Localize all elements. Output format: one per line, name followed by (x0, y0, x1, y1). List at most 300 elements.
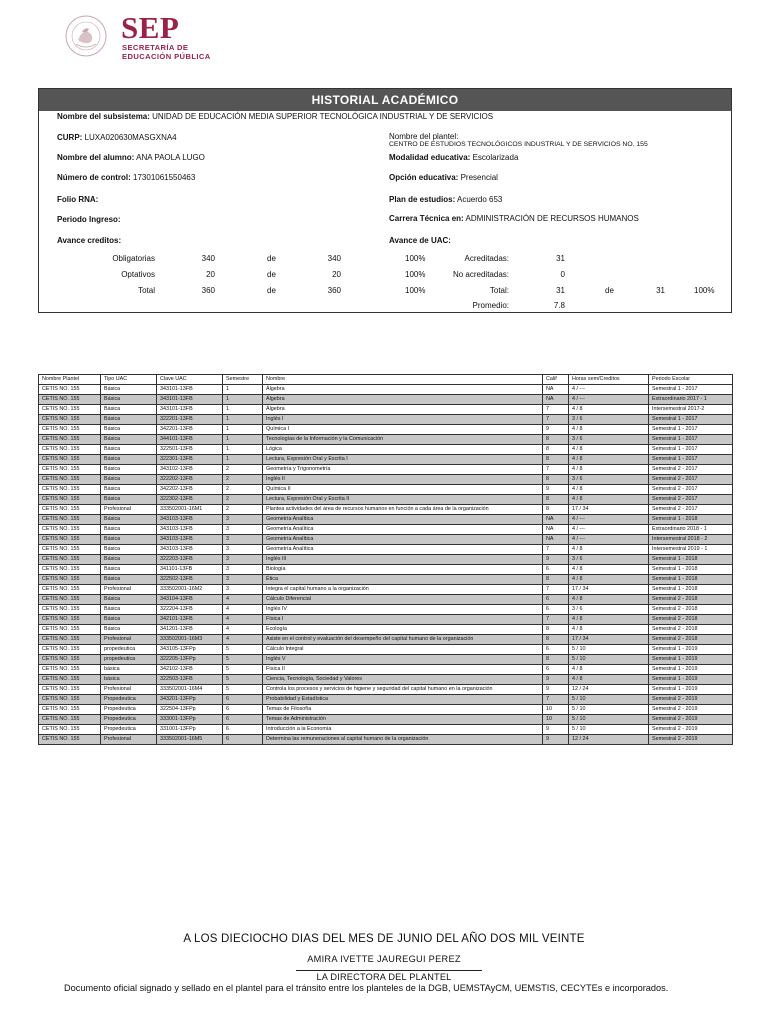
table-cell: 9 (543, 675, 569, 685)
table-cell: CETIS NO. 155 (39, 665, 101, 675)
table-cell: Álgebra (263, 405, 543, 415)
promedio-label: Promedio: (472, 301, 509, 310)
table-cell: Básica (101, 555, 157, 565)
sep-logo (64, 12, 234, 60)
credits-percent: 100% (405, 270, 426, 279)
uac-total-percent: 100% (694, 286, 715, 295)
periodo-field (57, 215, 121, 225)
table-cell: 1 (223, 445, 263, 455)
table-row (39, 675, 733, 685)
table-cell: 5 / 10 (569, 715, 649, 725)
table-row (39, 425, 733, 435)
table-cell: 2 (223, 495, 263, 505)
table-cell: Profesional (101, 735, 157, 745)
table-cell: Básica (101, 605, 157, 615)
column-header: Nombre (263, 375, 543, 385)
table-row (39, 395, 733, 405)
table-cell: 342102-13FB (157, 665, 223, 675)
table-cell: Básica (101, 545, 157, 555)
plan-label: Plan de estudios: (389, 195, 456, 204)
table-cell: 6 (543, 645, 569, 655)
table-cell: 343104-13FB (157, 595, 223, 605)
table-cell: propedeutica (101, 645, 157, 655)
table-cell: Física I (263, 615, 543, 625)
table-cell: NA (543, 395, 569, 405)
table-row (39, 565, 733, 575)
credits-earned: 20 (206, 270, 215, 279)
table-cell: 8 (543, 505, 569, 515)
table-cell: Propedeutica (101, 715, 157, 725)
table-cell: Básica (101, 385, 157, 395)
table-row (39, 725, 733, 735)
table-row (39, 605, 733, 615)
table-cell: 9 (543, 555, 569, 565)
table-cell: CETIS NO. 155 (39, 415, 101, 425)
alumno-field (57, 153, 205, 163)
table-cell: 8 (543, 455, 569, 465)
table-cell: Básica (101, 565, 157, 575)
table-cell: 333502001-16M1 (157, 505, 223, 515)
table-cell: Propedeutica (101, 705, 157, 715)
credits-earned: 360 (201, 286, 215, 295)
table-cell: Básica (101, 615, 157, 625)
table-cell: 5 (223, 675, 263, 685)
table-cell: 4 / 8 (569, 485, 649, 495)
table-cell: 333001-13FPp (157, 715, 223, 725)
table-cell: 2 (223, 475, 263, 485)
table-cell: 342201-13FB (157, 425, 223, 435)
table-row (39, 575, 733, 585)
table-cell: Química II (263, 485, 543, 495)
table-cell: 341101-13FB (157, 565, 223, 575)
table-cell: Semestral 1 - 2017 (649, 435, 733, 445)
credits-percent: 100% (405, 254, 426, 263)
table-cell: 3 (223, 515, 263, 525)
table-cell: Básica (101, 575, 157, 585)
table-cell: 4 (223, 635, 263, 645)
table-cell: 4 / 8 (569, 545, 649, 555)
table-cell: 4 / 8 (569, 445, 649, 455)
table-cell: NA (543, 535, 569, 545)
table-cell: 4 / --- (569, 385, 649, 395)
table-cell: Semestral 2 - 2019 (649, 725, 733, 735)
table-cell: 322205-13FPp (157, 655, 223, 665)
table-cell: Ética (263, 575, 543, 585)
table-cell: Extraordinario 2018 - 1 (649, 525, 733, 535)
table-row (39, 655, 733, 665)
table-row (39, 595, 733, 605)
table-cell: 8 (543, 435, 569, 445)
curp-value: LUXA020630MASGXNA4 (84, 133, 177, 142)
column-header: Calif (543, 375, 569, 385)
table-cell: 10 (543, 715, 569, 725)
table-row (39, 405, 733, 415)
table-row (39, 665, 733, 675)
table-cell: Geometría Analítica (263, 515, 543, 525)
table-header-row (39, 375, 733, 385)
table-cell: Profesional (101, 635, 157, 645)
table-cell: 4 / 8 (569, 665, 649, 675)
table-cell: CETIS NO. 155 (39, 585, 101, 595)
table-cell: CETIS NO. 155 (39, 725, 101, 735)
table-cell: Semestral 2 - 2018 (649, 595, 733, 605)
table-row (39, 695, 733, 705)
table-cell: 8 (543, 475, 569, 485)
table-row (39, 535, 733, 545)
table-cell: Intersemestral 2018 - 2 (649, 535, 733, 545)
subsistema-field (57, 112, 493, 122)
table-cell: CETIS NO. 155 (39, 615, 101, 625)
table-cell: Integra el capital humano a la organización (263, 585, 543, 595)
table-cell: Semestral 2 - 2017 (649, 495, 733, 505)
table-cell: CETIS NO. 155 (39, 515, 101, 525)
table-cell: 4 / 8 (569, 455, 649, 465)
table-cell: 4 / 8 (569, 595, 649, 605)
table-cell: Inglés II (263, 475, 543, 485)
table-cell: 3 / 6 (569, 555, 649, 565)
table-cell: 3 / 6 (569, 475, 649, 485)
table-cell: CETIS NO. 155 (39, 425, 101, 435)
table-cell: CETIS NO. 155 (39, 445, 101, 455)
table-cell: Básica (101, 415, 157, 425)
modalidad-field (389, 153, 518, 163)
table-cell: CETIS NO. 155 (39, 475, 101, 485)
table-cell: 343103-13FB (157, 515, 223, 525)
table-cell: 4 (223, 615, 263, 625)
table-cell: NA (543, 525, 569, 535)
plantel-value: CENTRO DE ESTUDIOS TECNOLÓGICOS INDUSTRIAL Y DE SERVICIOS NO. 155 (389, 141, 648, 148)
table-cell: Geometría Analítica (263, 525, 543, 535)
table-cell: CETIS NO. 155 (39, 505, 101, 515)
table-cell: Semestral 1 - 2018 (649, 585, 733, 595)
credits-required: 360 (327, 286, 341, 295)
table-row (39, 545, 733, 555)
table-cell: Básica (101, 455, 157, 465)
table-cell: Semestral 1 - 2017 (649, 425, 733, 435)
table-cell: 1 (223, 415, 263, 425)
table-cell: 5 (223, 655, 263, 665)
table-cell: CETIS NO. 155 (39, 465, 101, 475)
table-row (39, 445, 733, 455)
table-cell: 343105-13FPp (157, 645, 223, 655)
table-cell: 4 / 8 (569, 625, 649, 635)
table-row (39, 555, 733, 565)
table-cell: 8 (543, 495, 569, 505)
table-cell: 4 / --- (569, 525, 649, 535)
table-cell: NA (543, 385, 569, 395)
table-cell: Álgebra (263, 385, 543, 395)
table-cell: 6 (223, 735, 263, 745)
table-row (39, 585, 733, 595)
subsistema-value: UNIDAD DE EDUCACIÓN MEDIA SUPERIOR TECNOLÓGICA INDUSTRIAL Y DE SERVICIOS (152, 112, 494, 121)
table-cell: Lectura, Expresión Oral y Escrita I (263, 455, 543, 465)
table-cell: Cálculo Integral (263, 645, 543, 655)
table-cell: 8 (543, 655, 569, 665)
table-cell: Semestral 1 - 2019 (649, 685, 733, 695)
table-cell: 6 (543, 595, 569, 605)
table-cell: Básica (101, 525, 157, 535)
table-cell: CETIS NO. 155 (39, 675, 101, 685)
table-cell: Asiste en el control y evaluación del desempeño del capital humano de la organización (263, 635, 543, 645)
table-cell: CETIS NO. 155 (39, 625, 101, 635)
table-cell: 322203-13FB (157, 555, 223, 565)
table-cell: Temas de Administración (263, 715, 543, 725)
credits-label: Optativos (121, 270, 155, 279)
avance-creditos-field (57, 236, 121, 246)
table-cell: 343201-13FPp (157, 695, 223, 705)
table-row (39, 735, 733, 745)
table-cell: CETIS NO. 155 (39, 485, 101, 495)
table-cell: 6 (543, 565, 569, 575)
control-field (57, 173, 195, 183)
column-header: Periodo Escolar (649, 375, 733, 385)
folio-label: Folio RNA: (57, 195, 99, 204)
table-cell: 3 (223, 565, 263, 575)
table-cell: básica (101, 675, 157, 685)
table-cell: CETIS NO. 155 (39, 705, 101, 715)
logo-subtitle-line2: EDUCACIÓN PÚBLICA (122, 52, 211, 61)
uac-total-label: Total: (489, 286, 509, 295)
table-row (39, 475, 733, 485)
table-cell: Profesional (101, 585, 157, 595)
table-cell: 4 (223, 625, 263, 635)
table-cell: Geometría Analítica (263, 535, 543, 545)
table-row (39, 455, 733, 465)
acreditadas-value: 31 (556, 254, 565, 263)
table-cell: 8 (543, 625, 569, 635)
curp-field (57, 133, 177, 143)
table-cell: 9 (543, 485, 569, 495)
table-cell: 6 (223, 725, 263, 735)
plantel-label: Nombre del plantel: (389, 132, 459, 141)
table-cell: 1 (223, 395, 263, 405)
table-cell: Extraordinario 2017 - 1 (649, 395, 733, 405)
table-cell: 4 / 8 (569, 495, 649, 505)
table-cell: 331001-13FPp (157, 725, 223, 735)
table-cell: 343103-13FB (157, 525, 223, 535)
grades-table-body (39, 385, 733, 745)
table-row (39, 715, 733, 725)
table-cell: 4 / 8 (569, 465, 649, 475)
table-cell: 17 / 34 (569, 635, 649, 645)
table-cell: 322204-13FB (157, 605, 223, 615)
table-cell: Básica (101, 515, 157, 525)
table-cell: 8 (543, 635, 569, 645)
plan-value: Acuerdo 653 (457, 195, 503, 204)
table-cell: 4 (223, 605, 263, 615)
table-cell: Geometría Analítica (263, 545, 543, 555)
table-cell: 1 (223, 385, 263, 395)
table-cell: Introducción a la Economía (263, 725, 543, 735)
table-cell: Semestral 1 - 2017 (649, 455, 733, 465)
table-cell: 6 (223, 715, 263, 725)
document-title: HISTORIAL ACADÉMICO (39, 89, 731, 111)
control-label: Número de control: (57, 173, 131, 182)
table-cell: Básica (101, 445, 157, 455)
table-cell: 12 / 24 (569, 735, 649, 745)
table-cell: 343101-13FB (157, 405, 223, 415)
table-cell: CETIS NO. 155 (39, 395, 101, 405)
table-row (39, 435, 733, 445)
table-cell: Semestral 2 - 2019 (649, 735, 733, 745)
credits-earned: 340 (201, 254, 215, 263)
table-row (39, 495, 733, 505)
table-cell: Semestral 1 - 2018 (649, 575, 733, 585)
subsistema-label: Nombre del subsistema: (57, 112, 150, 121)
table-cell: 4 / --- (569, 535, 649, 545)
table-cell: 4 (223, 595, 263, 605)
table-cell: Básica (101, 435, 157, 445)
table-cell: 4 / 8 (569, 405, 649, 415)
uac-total-required: 31 (656, 286, 665, 295)
table-cell: Plantea actividades del área de recursos humanos en función a cada área de la organización (263, 505, 543, 515)
table-cell: 343102-13FB (157, 465, 223, 475)
closing-date-statement: A LOS DIECIOCHO DIAS DEL MES DE JUNIO DEL AÑO DOS MIL VEINTE (183, 933, 585, 945)
table-cell: 333502001-16M3 (157, 635, 223, 645)
table-cell: CETIS NO. 155 (39, 605, 101, 615)
table-row (39, 385, 733, 395)
table-cell: Semestral 2 - 2017 (649, 485, 733, 495)
table-cell: 2 (223, 485, 263, 495)
table-cell: Semestral 1 - 2017 (649, 415, 733, 425)
table-cell: Álgebra (263, 395, 543, 405)
table-cell: Semestral 2 - 2019 (649, 715, 733, 725)
table-cell: Semestral 1 - 2019 (649, 665, 733, 675)
table-row (39, 625, 733, 635)
table-cell: Semestral 1 - 2018 (649, 565, 733, 575)
table-cell: Geometría y Trigonometría (263, 465, 543, 475)
table-cell: Lectura, Expresión Oral y Escrita II (263, 495, 543, 505)
table-row (39, 645, 733, 655)
table-cell: 322202-13FB (157, 475, 223, 485)
table-cell: Semestral 2 - 2018 (649, 635, 733, 645)
table-cell: Inglés IV (263, 605, 543, 615)
signer-name: AMIRA IVETTE JAUREGUI PEREZ (307, 954, 461, 964)
table-cell: 333502001-16M5 (157, 735, 223, 745)
table-cell: 1 (223, 405, 263, 415)
logo-wordmark: SEP (121, 10, 180, 45)
table-cell: CETIS NO. 155 (39, 595, 101, 605)
table-cell: 2 (223, 465, 263, 475)
table-cell: CETIS NO. 155 (39, 555, 101, 565)
table-cell: Semestral 2 - 2018 (649, 625, 733, 635)
table-cell: Básica (101, 465, 157, 475)
table-row (39, 525, 733, 535)
table-cell: Básica (101, 595, 157, 605)
table-cell: 342202-13FB (157, 485, 223, 495)
table-cell: Semestral 1 - 2019 (649, 645, 733, 655)
column-header: Nombre Plantel (39, 375, 101, 385)
table-cell: CETIS NO. 155 (39, 535, 101, 545)
table-cell: 322501-13FB (157, 445, 223, 455)
table-cell: 343103-13FB (157, 535, 223, 545)
table-cell: Básica (101, 535, 157, 545)
national-seal-icon (64, 14, 116, 58)
table-cell: 7 (543, 415, 569, 425)
table-cell: Lógica (263, 445, 543, 455)
table-cell: 8 (543, 445, 569, 455)
table-cell: 322504-13FPp (157, 705, 223, 715)
credits-label: Obligatorias (112, 254, 155, 263)
table-cell: 2 (223, 505, 263, 515)
signature-line (296, 970, 482, 971)
table-cell: CETIS NO. 155 (39, 435, 101, 445)
curp-label: CURP: (57, 133, 83, 142)
table-row (39, 485, 733, 495)
table-cell: Semestral 1 - 2018 (649, 555, 733, 565)
table-cell: 333502001-16M4 (157, 685, 223, 695)
avance-uac-field (389, 236, 451, 246)
table-cell: 342101-13FB (157, 615, 223, 625)
modalidad-value: Escolarizada (472, 153, 519, 162)
table-cell: 3 (223, 545, 263, 555)
credits-de: de (267, 254, 276, 263)
alumno-label: Nombre del alumno: (57, 153, 135, 162)
table-cell: 3 / 6 (569, 435, 649, 445)
avance-uac-label: Avance de UAC: (389, 236, 451, 245)
table-cell: 7 (543, 585, 569, 595)
table-cell: 3 / 6 (569, 415, 649, 425)
logo-subtitle-line1: SECRETARÍA DE (122, 43, 189, 52)
table-cell: 7 (543, 615, 569, 625)
uac-total-value: 31 (556, 286, 565, 295)
table-cell: Semestral 1 - 2019 (649, 655, 733, 665)
table-cell: Biología (263, 565, 543, 575)
table-cell: 7 (543, 405, 569, 415)
opcion-field (389, 173, 498, 183)
table-cell: 1 (223, 455, 263, 465)
table-cell: Controla los procesos y servicios de higiene y seguridad del capital humano en la organización (263, 685, 543, 695)
table-cell: 5 (223, 645, 263, 655)
table-cell: Intersemestral 2017-2 (649, 405, 733, 415)
table-cell: 4 / 8 (569, 565, 649, 575)
acreditadas-label: Acreditadas: (464, 254, 509, 263)
table-cell: 343101-13FB (157, 395, 223, 405)
table-cell: 4 / 8 (569, 675, 649, 685)
table-cell: 1 (223, 425, 263, 435)
table-cell: Básica (101, 485, 157, 495)
table-cell: Semestral 1 - 2017 (649, 445, 733, 455)
promedio-value: 7.8 (553, 301, 565, 310)
table-cell: Ciencia, Tecnología, Sociedad y Valores (263, 675, 543, 685)
table-cell: 322502-13FB (157, 575, 223, 585)
table-cell: 341201-13FB (157, 625, 223, 635)
table-cell: CETIS NO. 155 (39, 695, 101, 705)
table-cell: CETIS NO. 155 (39, 575, 101, 585)
table-cell: 6 (543, 665, 569, 675)
credits-de: de (267, 270, 276, 279)
table-cell: 9 (543, 425, 569, 435)
table-cell: 9 (543, 725, 569, 735)
table-cell: 8 (543, 575, 569, 585)
table-cell: Básica (101, 495, 157, 505)
avance-creditos-label: Avance creditos: (57, 236, 122, 245)
table-cell: CETIS NO. 155 (39, 525, 101, 535)
table-row (39, 635, 733, 645)
table-cell: 3 (223, 535, 263, 545)
table-cell: Profesional (101, 505, 157, 515)
table-cell: 5 / 10 (569, 645, 649, 655)
table-cell: 1 (223, 435, 263, 445)
table-cell: 344101-13FB (157, 435, 223, 445)
table-cell: CETIS NO. 155 (39, 495, 101, 505)
table-row (39, 505, 733, 515)
table-cell: Semestral 1 - 2017 (649, 385, 733, 395)
table-cell: Química I (263, 425, 543, 435)
table-cell: Semestral 2 - 2019 (649, 705, 733, 715)
credits-label: Total (138, 286, 155, 295)
table-cell: 5 (223, 685, 263, 695)
